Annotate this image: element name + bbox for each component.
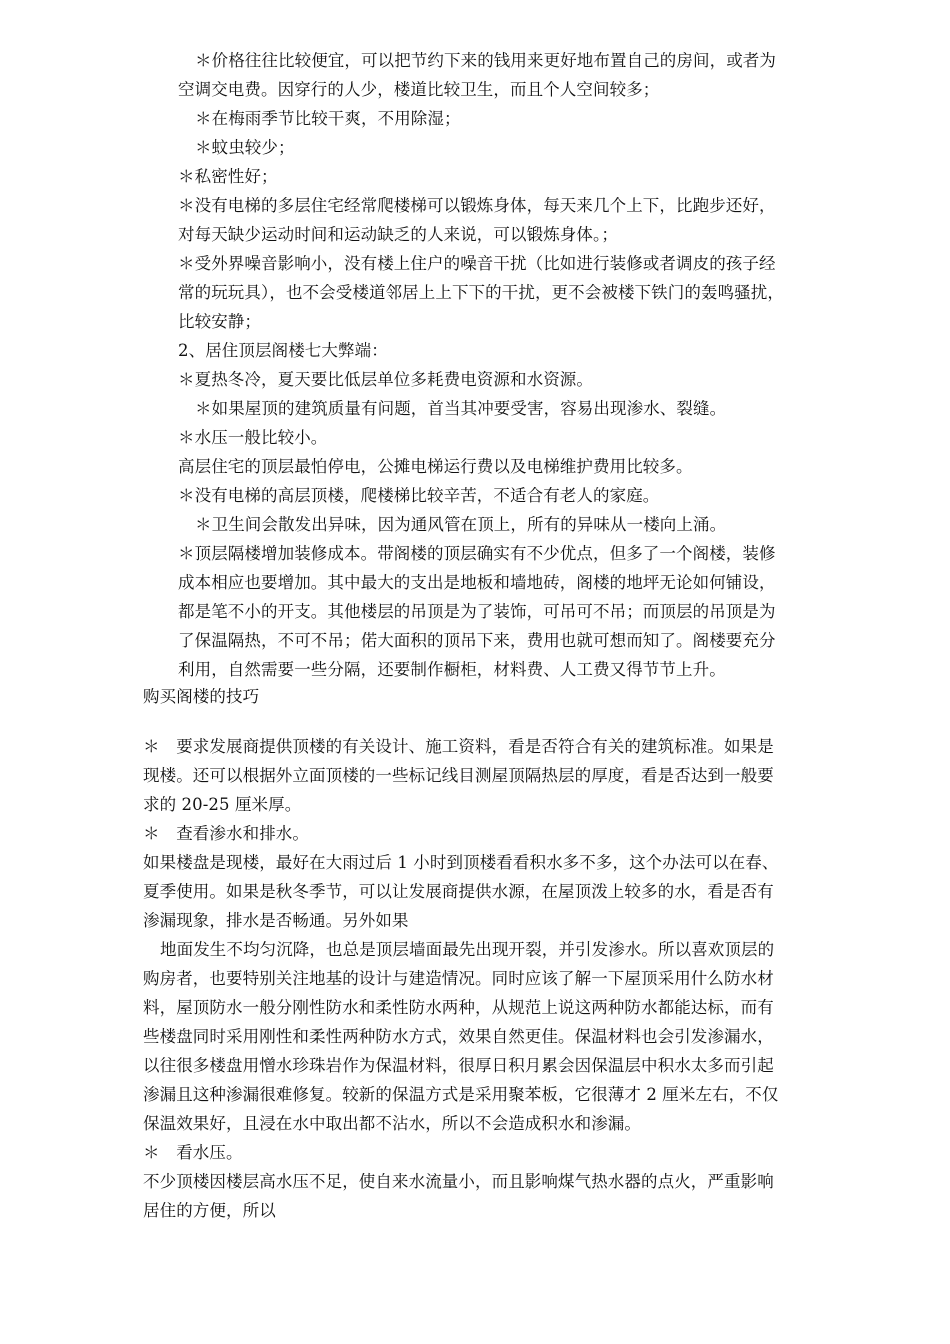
- text-line: ＊水压一般比较小。: [178, 428, 328, 447]
- text-line: 比较安静；: [178, 312, 261, 331]
- text-line: ＊没有电梯的高层顶楼，爬楼梯比较辛苦，不适合有老人的家庭。: [178, 486, 660, 505]
- text-line: ＊在梅雨季节比较干爽，不用除湿；: [195, 109, 461, 128]
- text-line: 夏季使用。如果是秋冬季节，可以让发展商提供水源，在屋顶泼上较多的水，看是否有: [143, 882, 774, 901]
- text-line: 些楼盘同时采用刚性和柔性两种防水方式，效果自然更佳。保温材料也会引发渗漏水，: [143, 1027, 774, 1046]
- text-line: ＊顶层隔楼增加装修成本。带阁楼的顶层确实有不少优点，但多了一个阁楼，装修: [178, 544, 776, 563]
- text-line: 渗漏现象，排水是否畅通。另外如果: [143, 911, 409, 930]
- text-line: 成本相应也要增加。其中最大的支出是地板和墙地砖，阁楼的地坪无论如何铺设，: [178, 573, 776, 592]
- section-heading: 购买阁楼的技巧: [143, 687, 260, 706]
- text-line: ＊卫生间会散发出异味，因为通风管在顶上，所有的异味从一楼向上涌。: [195, 515, 727, 534]
- text-line: 料，屋顶防水一般分刚性防水和柔性防水两种，从规范上说这两种防水都能达标，而有: [143, 998, 774, 1017]
- text-line: ＊私密性好；: [178, 167, 278, 186]
- text-line: ＊ 看水压。: [143, 1143, 243, 1162]
- text-line: 不少顶楼因楼层高水压不足，使自来水流量小，而且影响煤气热水器的点火，严重影响: [143, 1172, 774, 1191]
- text-line: ＊蚊虫较少；: [195, 138, 295, 157]
- text-line: ＊如果屋顶的建筑质量有问题，首当其冲要受害，容易出现渗水、裂缝。: [195, 399, 727, 418]
- text-line: 了保温隔热，不可不吊；偌大面积的顶吊下来，费用也就可想而知了。阁楼要充分: [178, 631, 776, 650]
- text-line: 现楼。还可以根据外立面顶楼的一些标记线目测屋顶隔热层的厚度，看是否达到一般要: [143, 766, 774, 785]
- text-line: 空调交电费。因穿行的人少，楼道比较卫生，而且个人空间较多；: [178, 80, 660, 99]
- text-line: ＊受外界噪音影响小，没有楼上住户的噪音干扰（比如进行装修或者调皮的孩子经: [178, 254, 776, 273]
- section-heading: 2、居住顶层阁楼七大弊端：: [178, 341, 388, 360]
- text-line: ＊ 查看渗水和排水。: [143, 824, 309, 843]
- text-line: 求的 20-25 厘米厚。: [143, 795, 302, 814]
- text-line: 购房者，也要特别关注地基的设计与建造情况。同时应该了解一下屋顶采用什么防水材: [143, 969, 774, 988]
- text-line: 渗漏且这种渗漏很难修复。较新的保温方式是采用聚苯板，它很薄才 2 厘米左右，不仅: [143, 1085, 779, 1104]
- text-line: ＊ 要求发展商提供顶楼的有关设计、施工资料，看是否符合有关的建筑标准。如果是: [143, 737, 774, 756]
- text-line: 保温效果好，且浸在水中取出都不沾水，所以不会造成积水和渗漏。: [143, 1114, 641, 1133]
- text-line: 常的玩玩具），也不会受楼道邻居上上下下的干扰，更不会被楼下铁门的轰鸣骚扰，: [178, 283, 784, 302]
- text-line: ＊夏热冬冷，夏天要比低层单位多耗费电资源和水资源。: [178, 370, 593, 389]
- text-line: ＊价格往往比较便宜，可以把节约下来的钱用来更好地布置自己的房间，或者为: [195, 51, 776, 70]
- text-line: 如果楼盘是现楼，最好在大雨过后 1 小时到顶楼看看积水多不多，这个办法可以在春、: [143, 853, 779, 872]
- text-line: 对每天缺少运动时间和运动缺乏的人来说，可以锻炼身体。；: [178, 225, 618, 244]
- text-line: 利用，自然需要一些分隔，还要制作橱柜，材料费、人工费又得节节上升。: [178, 660, 726, 679]
- text-line: 居住的方便，所以: [143, 1201, 276, 1220]
- text-line: 以往很多楼盘用憎水珍珠岩作为保温材料，很厚日积月累会因保温层中积水太多而引起: [143, 1056, 774, 1075]
- text-line: 地面发生不均匀沉降，也总是顶层墙面最先出现开裂，并引发渗水。所以喜欢顶层的: [160, 940, 775, 959]
- text-line: 都是笔不小的开支。其他楼层的吊顶是为了装饰，可吊可不吊；而顶层的吊顶是为: [178, 602, 776, 621]
- text-line: ＊没有电梯的多层住宅经常爬楼梯可以锻炼身体，每天来几个上下，比跑步还好，: [178, 196, 776, 215]
- text-line: 高层住宅的顶层最怕停电，公摊电梯运行费以及电梯维护费用比较多。: [178, 457, 693, 476]
